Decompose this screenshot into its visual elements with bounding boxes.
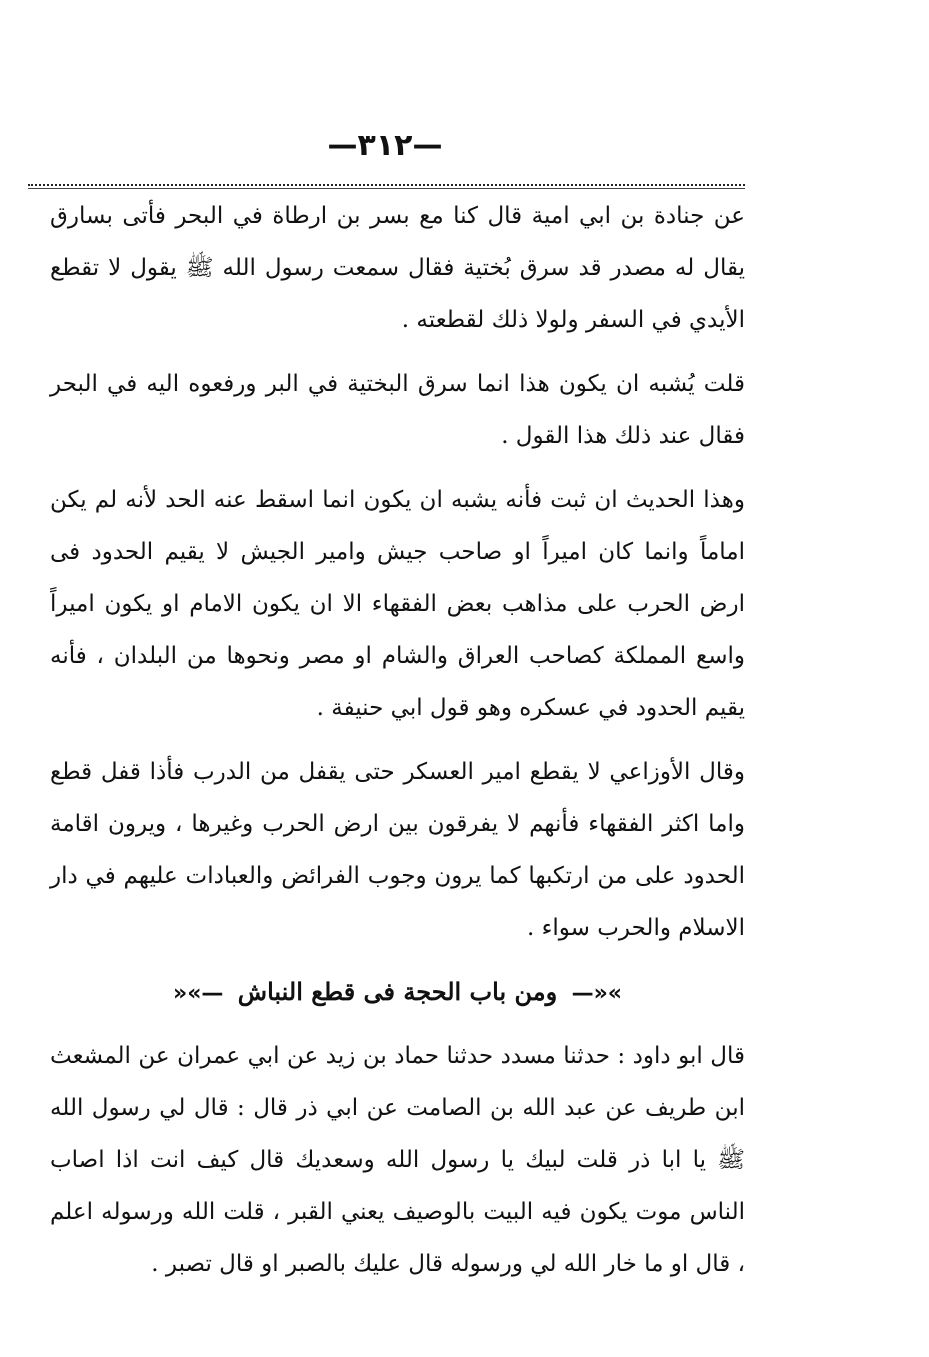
paragraph-text: قلت يُشبه ان يكون هذا انما سرق البختية في البر ورفعوه اليه في البحر فقال عند ذلك هذا القول .	[50, 371, 745, 449]
paragraph	[50, 746, 745, 954]
paragraph-text: عن جنادة بن ابي امية قال كنا مع بسر بن ارطاة في البحر فأتى بسارق يقال له مصدر قد سرق بُختية فقال سمعت رسول الله ﷺ يقول لا تقطع الأيدي في السفر ولولا ذلك لقطعته .	[50, 203, 745, 333]
paragraph	[50, 474, 745, 734]
paragraph	[50, 1030, 745, 1290]
paragraph-text: قال ابو داود : حدثنا مسدد حدثنا حماد بن زيد عن ابي عمران عن المشعث ابن طريف عن عبد الله بن الصامت عن ابي ذر قال : قال لي رسول الله ﷺ يا ابا ذر قلت لبيك يا رسول الله وسعديك قال كيف انت اذا اصاب الناس موت يكون فيه البيت بالوصيف يعني القبر ، قلت الله ورسوله اعلم ، قال او ما خار الله لي ورسوله قال عليك بالصبر او قال تصبر .	[50, 1043, 745, 1277]
section-title: ومن باب الحجة فى قطع النباش	[237, 977, 558, 1006]
body-text	[50, 190, 745, 1290]
paragraph-text: وهذا الحديث ان ثبت فأنه يشبه ان يكون انما اسقط عنه الحد لأنه لم يكن اماماً وانما كان اميراً او صاحب جيش وامير الجيش لا يقيم الحدود فى ارض الحرب على مذاهب بعض الفقهاء الا ان يكون الامام او يكون اميراً واسع المملكة كصاحب العراق والشام او مصر ونحوها من البلدان ، فأنه يقيم الحدود في عسكره وهو قول ابي حنيفة .	[50, 487, 745, 721]
heading-ornament-left: —»«	[173, 981, 224, 1006]
paragraph	[50, 190, 745, 346]
header-rule	[28, 188, 745, 189]
heading-ornament-right: »«—	[571, 981, 622, 1006]
header-dotted-rule	[28, 184, 745, 186]
section-heading	[50, 966, 745, 1020]
paragraph-text: وقال الأوزاعي لا يقطع امير العسكر حتى يقفل من الدرب فأذا قفل قطع واما اكثر الفقهاء فأنهم لا يفرقون بين ارض الحرب وغيرها ، ويرون اقامة الحدود على من ارتكبها كما يرون وجوب الفرائض والعبادات عليهم في دار الاسلام والحرب سواء .	[50, 759, 745, 941]
page-number: —٣١٢—	[327, 128, 443, 163]
paragraph	[50, 358, 745, 462]
